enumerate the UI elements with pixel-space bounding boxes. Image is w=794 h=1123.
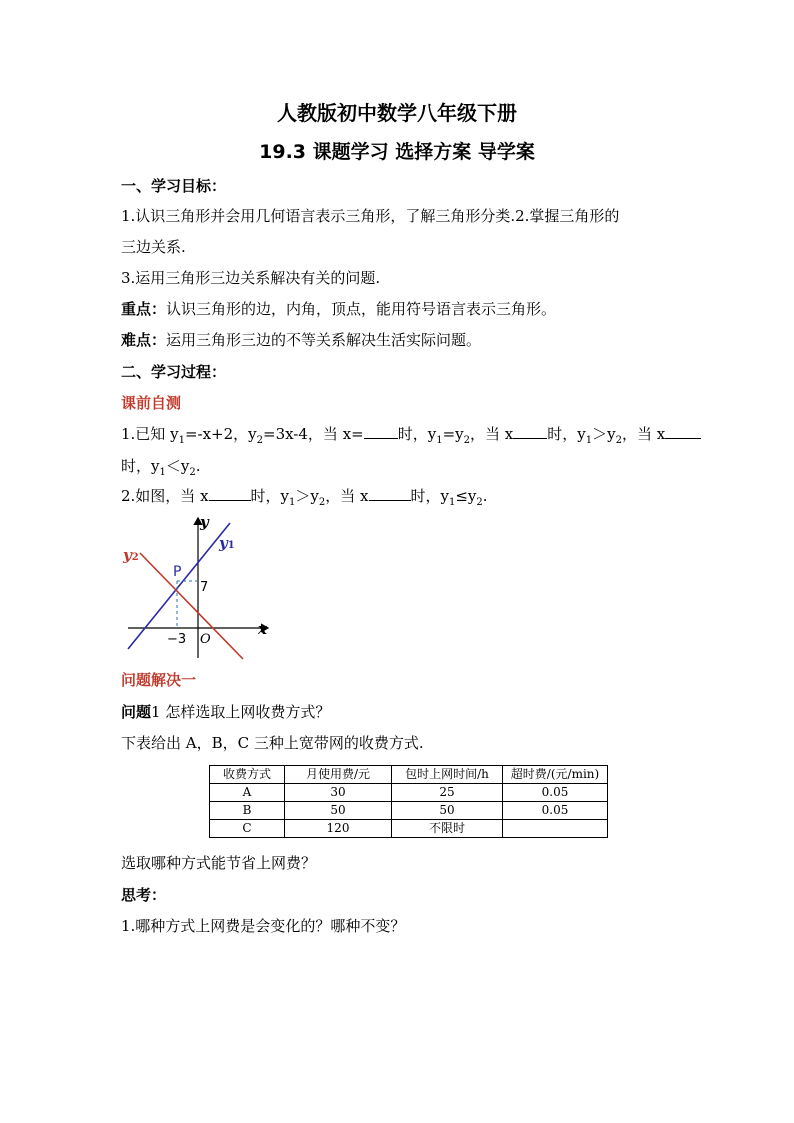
think-heading: 思考： — [121, 886, 167, 904]
table-cell: C — [210, 820, 285, 838]
table-intro: 下表给出 A，B，C 三种上宽带网的收费方式. — [121, 734, 424, 752]
document-title: 人教版初中数学八年级下册 — [277, 101, 517, 125]
table-cell: 不限时 — [392, 820, 503, 838]
fee-table — [209, 765, 608, 838]
table-header: 月使用费/元 — [285, 766, 392, 784]
problem-solving-heading: 问题解决一 — [121, 671, 197, 689]
y-axis-label: y — [200, 513, 209, 531]
table-row — [210, 784, 608, 802]
table-cell: 50 — [285, 802, 392, 820]
table-header: 超时费/(元/min) — [503, 766, 608, 784]
key-point-text: 认识三角形的边，内角，顶点，能用符号语言表示三角形。 — [166, 300, 557, 318]
y-value-label: 7 — [200, 580, 209, 595]
answer-blank[interactable] — [665, 424, 701, 439]
question-1-line-1: 1.已知 $y_1=-x+2$，$y_2=3x-4$，当 x= 时，$y_1=y_2$，当 x 时，$y_1>y_2$，当 x — [121, 424, 701, 451]
answer-blank[interactable] — [513, 424, 547, 439]
goal-line-1-cont: 三边关系. — [121, 238, 186, 256]
document-subtitle: 19.3 课题学习 选择方案 导学案 — [259, 141, 535, 163]
linear-functions-graph — [118, 513, 280, 663]
y2-label: y2 — [123, 546, 139, 564]
difficult-point — [121, 330, 481, 350]
table-cell: 0.05 — [503, 784, 608, 802]
difficult-point-label: 难点： — [121, 331, 167, 349]
table-header: 包时上网时间/h — [392, 766, 503, 784]
think-question-1: 1.哪种方式上网费是会变化的？哪种不变？ — [121, 917, 406, 935]
origin-label: O — [200, 632, 211, 647]
answer-blank[interactable] — [369, 486, 411, 501]
goal-line-3: 3.运用三角形三边关系解决有关的问题. — [121, 269, 381, 287]
table-cell: 25 — [392, 784, 503, 802]
table-cell: 30 — [285, 784, 392, 802]
y1-label: y1 — [219, 534, 235, 552]
table-cell: B — [210, 802, 285, 820]
section-heading-goals: 一、学习目标： — [121, 177, 227, 195]
x-value-label: −3 — [167, 632, 187, 647]
question-text: 选取哪种方式能节省上网费？ — [121, 854, 317, 872]
table-row — [210, 802, 608, 820]
table-cell: 120 — [285, 820, 392, 838]
table-header-row — [210, 766, 608, 784]
question-1-line-2: 时，$y_1<y_2$. — [121, 457, 201, 478]
difficult-point-text: 运用三角形三边的不等关系解决生活实际问题。 — [166, 331, 482, 349]
table-cell: 0.05 — [503, 802, 608, 820]
answer-blank[interactable] — [364, 424, 398, 439]
intersection-label: P — [173, 564, 182, 580]
x-axis-label: x — [258, 620, 267, 638]
key-point — [121, 299, 556, 319]
table-cell — [503, 820, 608, 838]
table-cell: A — [210, 784, 285, 802]
section-heading-process: 二、学习过程： — [121, 363, 227, 381]
pre-test-heading: 课前自测 — [121, 394, 182, 412]
key-point-label: 重点： — [121, 300, 167, 318]
answer-blank[interactable] — [209, 486, 251, 501]
question-2: 2.如图，当 x 时，$y_1>y_2$，当 x 时，$y_1\le y_2$. — [121, 487, 488, 508]
table-header: 收费方式 — [210, 766, 285, 784]
goal-line-1: 1.认识三角形并会用几何语言表示三角形，了解三角形分类.2.掌握三角形的 — [121, 207, 620, 225]
line-y2 — [140, 553, 243, 659]
table-cell: 50 — [392, 802, 503, 820]
problem-1: 问题1 怎样选取上网收费方式？ — [121, 703, 331, 721]
table-row — [210, 820, 608, 838]
